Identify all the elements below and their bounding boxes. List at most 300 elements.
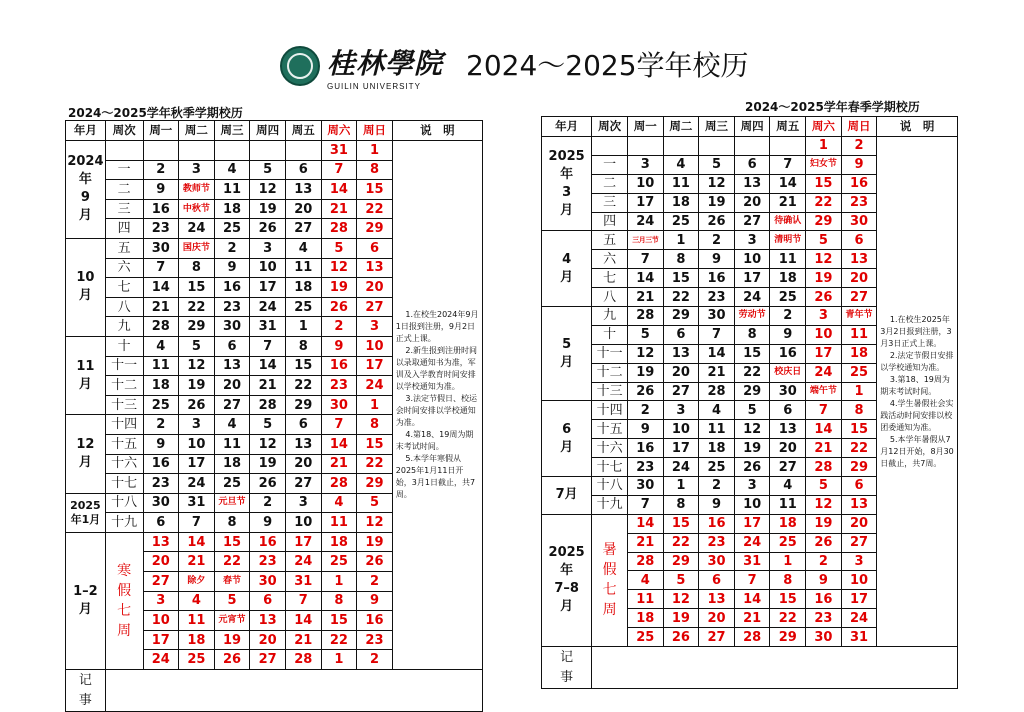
- day-cell: 2: [321, 317, 357, 337]
- month-label: 2025 年1月: [66, 493, 106, 532]
- day-cell: 9: [357, 591, 393, 611]
- holiday-cell: 青年节: [841, 307, 877, 326]
- day-cell: 30: [627, 477, 663, 496]
- day-cell: 24: [285, 552, 321, 572]
- day-cell: 29: [806, 212, 842, 231]
- memo-area: [105, 670, 482, 712]
- day-cell: 21: [250, 376, 286, 396]
- day-cell: 17: [734, 514, 770, 533]
- column-header: 周日: [357, 121, 393, 141]
- day-cell: 29: [285, 395, 321, 415]
- week-number: 十六: [105, 454, 143, 474]
- day-cell: 17: [663, 439, 699, 458]
- day-cell: 26: [357, 552, 393, 572]
- day-cell: 11: [627, 590, 663, 609]
- day-cell: 1: [357, 395, 393, 415]
- month-label: 12 月: [66, 415, 106, 493]
- day-cell: 6: [143, 513, 179, 533]
- day-cell: 5: [627, 325, 663, 344]
- month-label: 6 月: [542, 401, 592, 477]
- day-cell: 22: [285, 376, 321, 396]
- notes-cell: [392, 141, 482, 670]
- day-cell: 13: [285, 434, 321, 454]
- page-header: [0, 46, 1024, 96]
- day-cell: 14: [285, 611, 321, 631]
- day-cell: 31: [841, 628, 877, 647]
- university-name-cn: 桂林學院: [327, 47, 444, 80]
- day-cell: 21: [321, 199, 357, 219]
- day-cell: 22: [663, 288, 699, 307]
- day-cell: 21: [285, 630, 321, 650]
- day-cell: 25: [770, 288, 806, 307]
- day-cell: 5: [699, 155, 735, 174]
- week-number: 十六: [592, 439, 628, 458]
- day-cell: 14: [250, 356, 286, 376]
- day-cell: 28: [699, 382, 735, 401]
- day-cell: 17: [841, 590, 877, 609]
- day-cell: 31: [179, 493, 215, 513]
- day-cell: 25: [214, 474, 250, 494]
- header-row: [66, 121, 483, 141]
- day-cell: 14: [321, 180, 357, 200]
- week-number: 九: [592, 307, 628, 326]
- day-cell: 16: [143, 454, 179, 474]
- day-cell: 23: [357, 630, 393, 650]
- vacation-label: 寒 假 七 周: [105, 532, 143, 669]
- day-cell: 21: [699, 363, 735, 382]
- day-cell: 2: [770, 307, 806, 326]
- day-cell: 7: [179, 513, 215, 533]
- column-header: 周五: [770, 117, 806, 137]
- day-cell: 27: [663, 382, 699, 401]
- autumn-title: 2024～2025学年秋季学期校历: [68, 106, 243, 120]
- day-cell: 12: [321, 258, 357, 278]
- day-cell: 10: [250, 258, 286, 278]
- day-cell: 20: [841, 514, 877, 533]
- day-cell: 23: [143, 219, 179, 239]
- day-cell: 17: [357, 356, 393, 376]
- day-cell: 24: [734, 533, 770, 552]
- week-number: 八: [105, 297, 143, 317]
- week-number: 七: [592, 269, 628, 288]
- day-cell: 18: [663, 193, 699, 212]
- day-cell: 22: [663, 533, 699, 552]
- day-cell: 13: [214, 356, 250, 376]
- day-cell: 26: [321, 297, 357, 317]
- day-cell: 29: [357, 219, 393, 239]
- day-cell: 23: [214, 297, 250, 317]
- day-cell: 5: [250, 415, 286, 435]
- day-cell: 8: [841, 401, 877, 420]
- week-number: 十三: [105, 395, 143, 415]
- day-cell: 2: [214, 238, 250, 258]
- week-number: 十八: [105, 493, 143, 513]
- day-cell: 14: [627, 514, 663, 533]
- day-cell: 6: [663, 325, 699, 344]
- day-cell: 20: [214, 376, 250, 396]
- day-cell: 5: [806, 231, 842, 250]
- day-cell: 2: [357, 572, 393, 592]
- day-cell: 11: [699, 420, 735, 439]
- week-number: 十八: [592, 477, 628, 496]
- day-cell: 12: [179, 356, 215, 376]
- day-cell: 18: [214, 199, 250, 219]
- column-header: 说 明: [877, 117, 958, 137]
- column-header: 周六: [321, 121, 357, 141]
- column-header: 周三: [214, 121, 250, 141]
- day-cell: 1: [663, 231, 699, 250]
- day-cell: 4: [770, 477, 806, 496]
- note-item: 5.本学年寒假从2025年1月11日开始，3月1日截止，共7周。: [395, 454, 476, 500]
- day-cell: 11: [663, 174, 699, 193]
- day-cell: 24: [143, 650, 179, 670]
- day-cell: 9: [143, 434, 179, 454]
- day-cell: 4: [285, 238, 321, 258]
- month-label: 1–2 月: [66, 532, 106, 669]
- day-cell: 12: [699, 174, 735, 193]
- memo-area: [592, 647, 958, 689]
- day-cell: 16: [321, 356, 357, 376]
- day-cell: 19: [663, 609, 699, 628]
- day-cell: 1: [841, 382, 877, 401]
- week-number: 十二: [592, 363, 628, 382]
- page-title: 2024～2025学年校历: [466, 49, 749, 82]
- day-cell: 6: [285, 160, 321, 180]
- day-cell: 2: [143, 415, 179, 435]
- column-header: 周二: [179, 121, 215, 141]
- day-cell: 18: [627, 609, 663, 628]
- day-cell: 10: [627, 174, 663, 193]
- day-cell: [285, 141, 321, 161]
- week-row: [542, 137, 958, 156]
- day-cell: 18: [285, 278, 321, 298]
- day-cell: 8: [663, 250, 699, 269]
- day-cell: 11: [770, 250, 806, 269]
- day-cell: 25: [627, 628, 663, 647]
- day-cell: 9: [214, 258, 250, 278]
- day-cell: 26: [663, 628, 699, 647]
- day-cell: 24: [627, 212, 663, 231]
- day-cell: 22: [214, 552, 250, 572]
- day-cell: 15: [321, 611, 357, 631]
- day-cell: 20: [285, 454, 321, 474]
- column-header: 周四: [250, 121, 286, 141]
- day-cell: 21: [179, 552, 215, 572]
- day-cell: 10: [357, 336, 393, 356]
- day-cell: 3: [285, 493, 321, 513]
- day-cell: 4: [143, 336, 179, 356]
- day-cell: 9: [806, 571, 842, 590]
- day-cell: 9: [143, 180, 179, 200]
- day-cell: 6: [734, 155, 770, 174]
- day-cell: 17: [285, 532, 321, 552]
- day-cell: 19: [357, 532, 393, 552]
- day-cell: 11: [321, 513, 357, 533]
- column-header: 周四: [734, 117, 770, 137]
- week-number: 十七: [592, 458, 628, 477]
- day-cell: 9: [627, 420, 663, 439]
- day-cell: 27: [285, 219, 321, 239]
- day-cell: 16: [214, 278, 250, 298]
- day-cell: 7: [806, 401, 842, 420]
- day-cell: 20: [285, 199, 321, 219]
- day-cell: 17: [806, 344, 842, 363]
- day-cell: 11: [841, 325, 877, 344]
- day-cell: 13: [734, 174, 770, 193]
- day-cell: 16: [627, 439, 663, 458]
- month-label: 7月: [542, 477, 592, 515]
- holiday-cell: 校庆日: [770, 363, 806, 382]
- week-number: 十三: [592, 382, 628, 401]
- day-cell: 8: [214, 513, 250, 533]
- day-cell: 23: [143, 474, 179, 494]
- day-cell: 16: [357, 611, 393, 631]
- day-cell: 14: [627, 269, 663, 288]
- week-number: 二: [105, 180, 143, 200]
- note-item: 4.学生暑假社会实践活动时间安排以校团委通知为准。: [880, 398, 954, 432]
- day-cell: 31: [250, 317, 286, 337]
- day-cell: 13: [663, 344, 699, 363]
- week-number: 十九: [592, 495, 628, 514]
- day-cell: 19: [806, 269, 842, 288]
- day-cell: 4: [627, 571, 663, 590]
- day-cell: 3: [806, 307, 842, 326]
- day-cell: 12: [357, 513, 393, 533]
- day-cell: 13: [357, 258, 393, 278]
- day-cell: 12: [806, 495, 842, 514]
- day-cell: 26: [214, 650, 250, 670]
- column-header: 周一: [627, 117, 663, 137]
- day-cell: 29: [357, 474, 393, 494]
- holiday-cell: 待确认: [770, 212, 806, 231]
- week-number: 十四: [105, 415, 143, 435]
- column-header: 周五: [285, 121, 321, 141]
- week-number: 四: [592, 212, 628, 231]
- memo-label: 记 事: [542, 647, 592, 689]
- vacation-label: 暑 假 七 周: [592, 514, 628, 646]
- day-cell: 3: [734, 477, 770, 496]
- holiday-cell: 元宵节: [214, 611, 250, 631]
- day-cell: 2: [250, 493, 286, 513]
- day-cell: 8: [663, 495, 699, 514]
- day-cell: 23: [699, 533, 735, 552]
- day-cell: 29: [663, 552, 699, 571]
- column-header: 周二: [663, 117, 699, 137]
- day-cell: 11: [214, 434, 250, 454]
- day-cell: 31: [285, 572, 321, 592]
- day-cell: 20: [841, 269, 877, 288]
- week-number: 一: [105, 160, 143, 180]
- day-cell: 22: [770, 609, 806, 628]
- day-cell: 18: [699, 439, 735, 458]
- day-cell: 25: [663, 212, 699, 231]
- day-cell: 1: [357, 141, 393, 161]
- day-cell: 27: [143, 572, 179, 592]
- day-cell: 10: [285, 513, 321, 533]
- note-item: 4.第18、19周为期末考试时间。: [395, 430, 474, 452]
- day-cell: 6: [699, 571, 735, 590]
- day-cell: 30: [841, 212, 877, 231]
- day-cell: 14: [143, 278, 179, 298]
- day-cell: 30: [699, 552, 735, 571]
- day-cell: 23: [699, 288, 735, 307]
- day-cell: 10: [663, 420, 699, 439]
- memo-row: [542, 647, 958, 689]
- day-cell: 16: [143, 199, 179, 219]
- day-cell: 24: [806, 363, 842, 382]
- day-cell: 19: [734, 439, 770, 458]
- week-number: 十一: [105, 356, 143, 376]
- day-cell: 21: [770, 193, 806, 212]
- day-cell: 14: [806, 420, 842, 439]
- holiday-cell: 教师节: [179, 180, 215, 200]
- day-cell: 12: [627, 344, 663, 363]
- day-cell: 20: [143, 552, 179, 572]
- day-cell: 22: [321, 630, 357, 650]
- day-cell: 2: [627, 401, 663, 420]
- day-cell: 23: [250, 552, 286, 572]
- day-cell: 11: [285, 258, 321, 278]
- day-cell: 20: [770, 439, 806, 458]
- note-item: 3.法定节假日、校运会时间安排以学校通知为准。: [395, 394, 478, 428]
- day-cell: 8: [357, 415, 393, 435]
- day-cell: 6: [841, 231, 877, 250]
- holiday-cell: 端午节: [806, 382, 842, 401]
- day-cell: 3: [143, 591, 179, 611]
- day-cell: 30: [806, 628, 842, 647]
- day-cell: 1: [285, 317, 321, 337]
- week-number: 十四: [592, 401, 628, 420]
- day-cell: 19: [250, 454, 286, 474]
- day-cell: 26: [734, 458, 770, 477]
- day-cell: 15: [663, 269, 699, 288]
- day-cell: 18: [770, 269, 806, 288]
- day-cell: 24: [250, 297, 286, 317]
- day-cell: 7: [770, 155, 806, 174]
- day-cell: 23: [321, 376, 357, 396]
- day-cell: 25: [285, 297, 321, 317]
- day-cell: [214, 141, 250, 161]
- day-cell: 20: [699, 609, 735, 628]
- column-header: 周日: [841, 117, 877, 137]
- day-cell: 25: [699, 458, 735, 477]
- day-cell: 7: [699, 325, 735, 344]
- week-number: 七: [105, 278, 143, 298]
- day-cell: 10: [806, 325, 842, 344]
- week-number: 三: [592, 193, 628, 212]
- day-cell: 8: [321, 591, 357, 611]
- day-cell: 16: [841, 174, 877, 193]
- day-cell: 20: [250, 630, 286, 650]
- day-cell: 22: [734, 363, 770, 382]
- day-cell: [734, 137, 770, 156]
- week-number: 十九: [105, 513, 143, 533]
- day-cell: 11: [143, 356, 179, 376]
- holiday-cell: 除夕: [179, 572, 215, 592]
- week-row: [66, 141, 483, 161]
- day-cell: 6: [770, 401, 806, 420]
- day-cell: 8: [734, 325, 770, 344]
- day-cell: 24: [357, 376, 393, 396]
- day-cell: 15: [841, 420, 877, 439]
- day-cell: 14: [179, 532, 215, 552]
- day-cell: 3: [841, 552, 877, 571]
- day-cell: 4: [663, 155, 699, 174]
- day-cell: 7: [143, 258, 179, 278]
- day-cell: 1: [663, 477, 699, 496]
- day-cell: 13: [841, 495, 877, 514]
- day-cell: 22: [357, 454, 393, 474]
- column-header: 说 明: [392, 121, 482, 141]
- day-cell: 12: [806, 250, 842, 269]
- day-cell: 10: [841, 571, 877, 590]
- memo-row: [66, 670, 483, 712]
- week-number: 六: [592, 250, 628, 269]
- day-cell: 28: [627, 307, 663, 326]
- day-cell: 20: [357, 278, 393, 298]
- day-cell: 12: [734, 420, 770, 439]
- day-cell: 12: [663, 590, 699, 609]
- day-cell: 9: [250, 513, 286, 533]
- day-cell: 18: [770, 514, 806, 533]
- day-cell: 15: [179, 278, 215, 298]
- day-cell: 25: [179, 650, 215, 670]
- spring-title: 2024～2025学年春季学期校历: [745, 100, 920, 114]
- day-cell: 20: [663, 363, 699, 382]
- day-cell: 19: [699, 193, 735, 212]
- day-cell: 19: [321, 278, 357, 298]
- day-cell: 23: [841, 193, 877, 212]
- day-cell: 30: [143, 238, 179, 258]
- day-cell: 17: [250, 278, 286, 298]
- day-cell: 5: [806, 477, 842, 496]
- day-cell: [627, 137, 663, 156]
- day-cell: 27: [214, 395, 250, 415]
- day-cell: 16: [699, 269, 735, 288]
- week-number: 十: [592, 325, 628, 344]
- day-cell: 12: [250, 180, 286, 200]
- day-cell: 3: [357, 317, 393, 337]
- month-label: 5 月: [542, 307, 592, 401]
- day-cell: 7: [627, 495, 663, 514]
- day-cell: 27: [841, 288, 877, 307]
- day-cell: 15: [214, 532, 250, 552]
- day-cell: 17: [627, 193, 663, 212]
- month-label: 2024 年 9 月: [66, 141, 106, 239]
- day-cell: 5: [663, 571, 699, 590]
- autumn-calendar-table: [65, 120, 483, 712]
- day-cell: 12: [250, 434, 286, 454]
- day-cell: 16: [250, 532, 286, 552]
- day-cell: 20: [734, 193, 770, 212]
- day-cell: [699, 137, 735, 156]
- day-cell: 13: [285, 180, 321, 200]
- day-cell: 31: [734, 552, 770, 571]
- day-cell: 28: [250, 395, 286, 415]
- day-cell: 9: [699, 250, 735, 269]
- day-cell: 31: [321, 141, 357, 161]
- holiday-cell: 春节: [214, 572, 250, 592]
- day-cell: 24: [663, 458, 699, 477]
- day-cell: 3: [250, 238, 286, 258]
- day-cell: 2: [806, 552, 842, 571]
- day-cell: 27: [770, 458, 806, 477]
- day-cell: 30: [250, 572, 286, 592]
- week-number: 五: [592, 231, 628, 250]
- week-number: 一: [592, 155, 628, 174]
- holiday-cell: 元旦节: [214, 493, 250, 513]
- day-cell: 29: [179, 317, 215, 337]
